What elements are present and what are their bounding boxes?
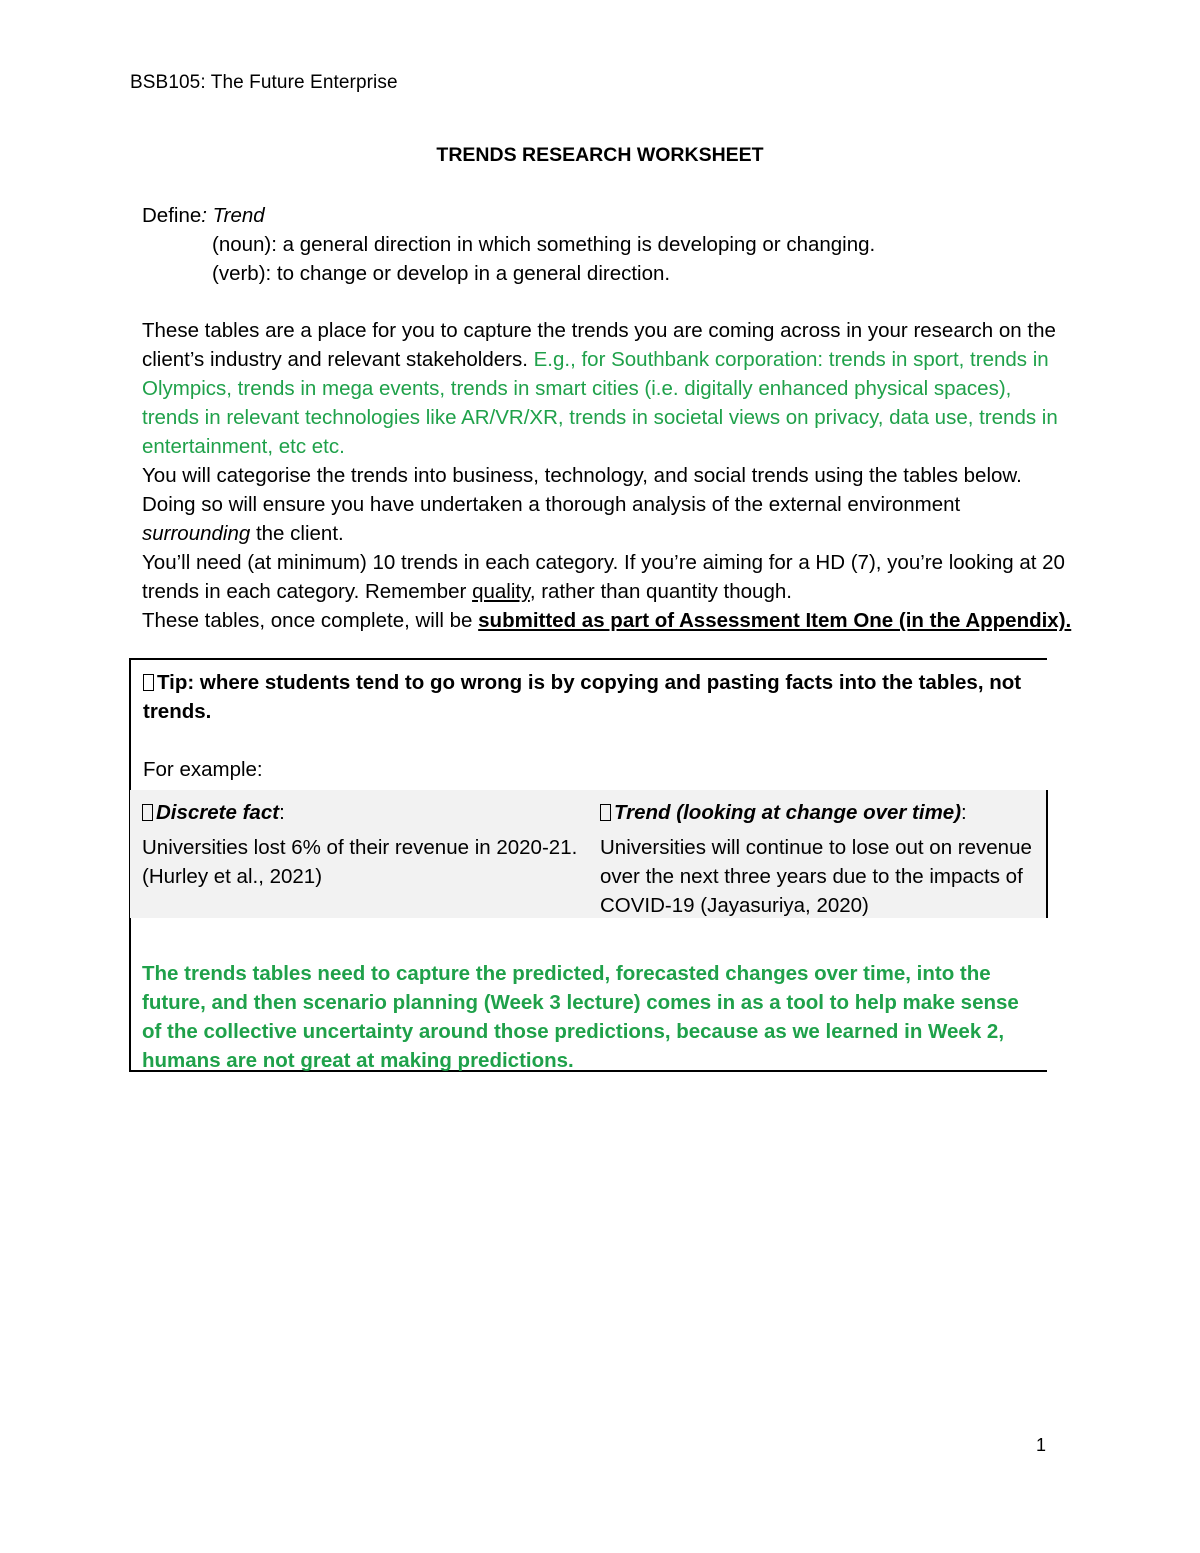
definition-verb: (verb): to change or develop in a general direction. (212, 262, 671, 285)
intro-p2-text-a: You will categorise the trends into business, technology, and social trends using the tables below. Doing so will ensure you have undertaken a thorough analysis of the external environment (142, 464, 1022, 516)
box-glyph-icon (143, 674, 154, 691)
fact-heading (142, 798, 582, 827)
page-number: 1 (1036, 1435, 1047, 1455)
intro-p2-text-b: the client. (250, 522, 344, 545)
definition-block (142, 201, 1082, 288)
intro-section (142, 316, 1072, 635)
define-term: Trend (206, 204, 265, 227)
intro-p4-text: These tables, once complete, will be (142, 609, 479, 632)
intro-p2-emphasis: surrounding (142, 522, 251, 545)
box-glyph-icon (600, 804, 611, 821)
define-colon: : (201, 204, 207, 227)
trend-heading (600, 798, 1040, 827)
intro-p3-underline: quality (472, 580, 530, 603)
intro-p3-text-a: You’ll need (at minimum) 10 trends in each category. If you’re aiming for a HD (7), you’re looking at 20 trends in each category. Remember (142, 551, 1065, 603)
trend-column (600, 798, 1040, 920)
tip-text: Tip: where students tend to go wrong is by copying and pasting facts into the tables, not trends. (143, 671, 1022, 723)
define-label: Define (142, 204, 202, 227)
course-title: The Future Enterprise (205, 72, 398, 93)
fact-heading-text: Discrete fact (156, 801, 280, 824)
definition-heading (142, 201, 1082, 230)
tip-content (143, 668, 1033, 784)
intro-p1-example: E.g., for Southbank corporation: trends in sport, trends in Olympics, trends in mega events, trends in smart cities (i.e. digitally enhanced physical spaces), trends in relevant technologies like AR/VR/XR, trends in societal views on privacy, data use, trends in entertainment, etc etc. (142, 348, 1058, 458)
intro-paragraph-1 (142, 316, 1072, 461)
page-header (130, 72, 398, 94)
course-code: BSB105: (130, 72, 206, 93)
intro-paragraph-3 (142, 548, 1072, 606)
definition-noun: (noun): a general direction in which something is developing or changing. (212, 233, 876, 256)
fact-text: Universities lost 6% of their revenue in 2020-21. (Hurley et al., 2021) (142, 836, 578, 888)
document-title: TRENDS RESEARCH WORKSHEET (436, 144, 764, 166)
trend-text: Universities will continue to lose out on revenue over the next three years due to the impacts of COVID-19 (Jayasuriya, 2020) (600, 836, 1032, 917)
box-glyph-icon (142, 804, 153, 821)
fact-column (142, 798, 582, 891)
intro-p3-text-b: , rather than quantity though. (529, 580, 792, 603)
comparison-table (130, 790, 1048, 918)
intro-p4-underline: submitted as part of Assessment Item One (in the Appendix). (478, 609, 1072, 632)
intro-paragraph-2 (142, 461, 1072, 548)
intro-p1-text: These tables are a place for you to capture the trends you are coming across in your research on the client’s industry and relevant stakeholders. (142, 319, 1056, 371)
tip-heading (143, 668, 1033, 726)
example-label: For example: (143, 758, 263, 781)
trend-heading-colon: : (961, 801, 967, 824)
intro-paragraph-4 (142, 606, 1072, 635)
trend-heading-text: Trend (looking at change over time) (614, 801, 962, 824)
fact-heading-colon: : (279, 801, 285, 824)
trends-note: The trends tables need to capture the predicted, forecasted changes over time, into the future, and then scenario planning (Week 3 lecture) comes in as a tool to help make sense of the collective uncertainty around those predictions, because as we learned in Week 2, humans are not great at making predictions. (142, 962, 1019, 1072)
